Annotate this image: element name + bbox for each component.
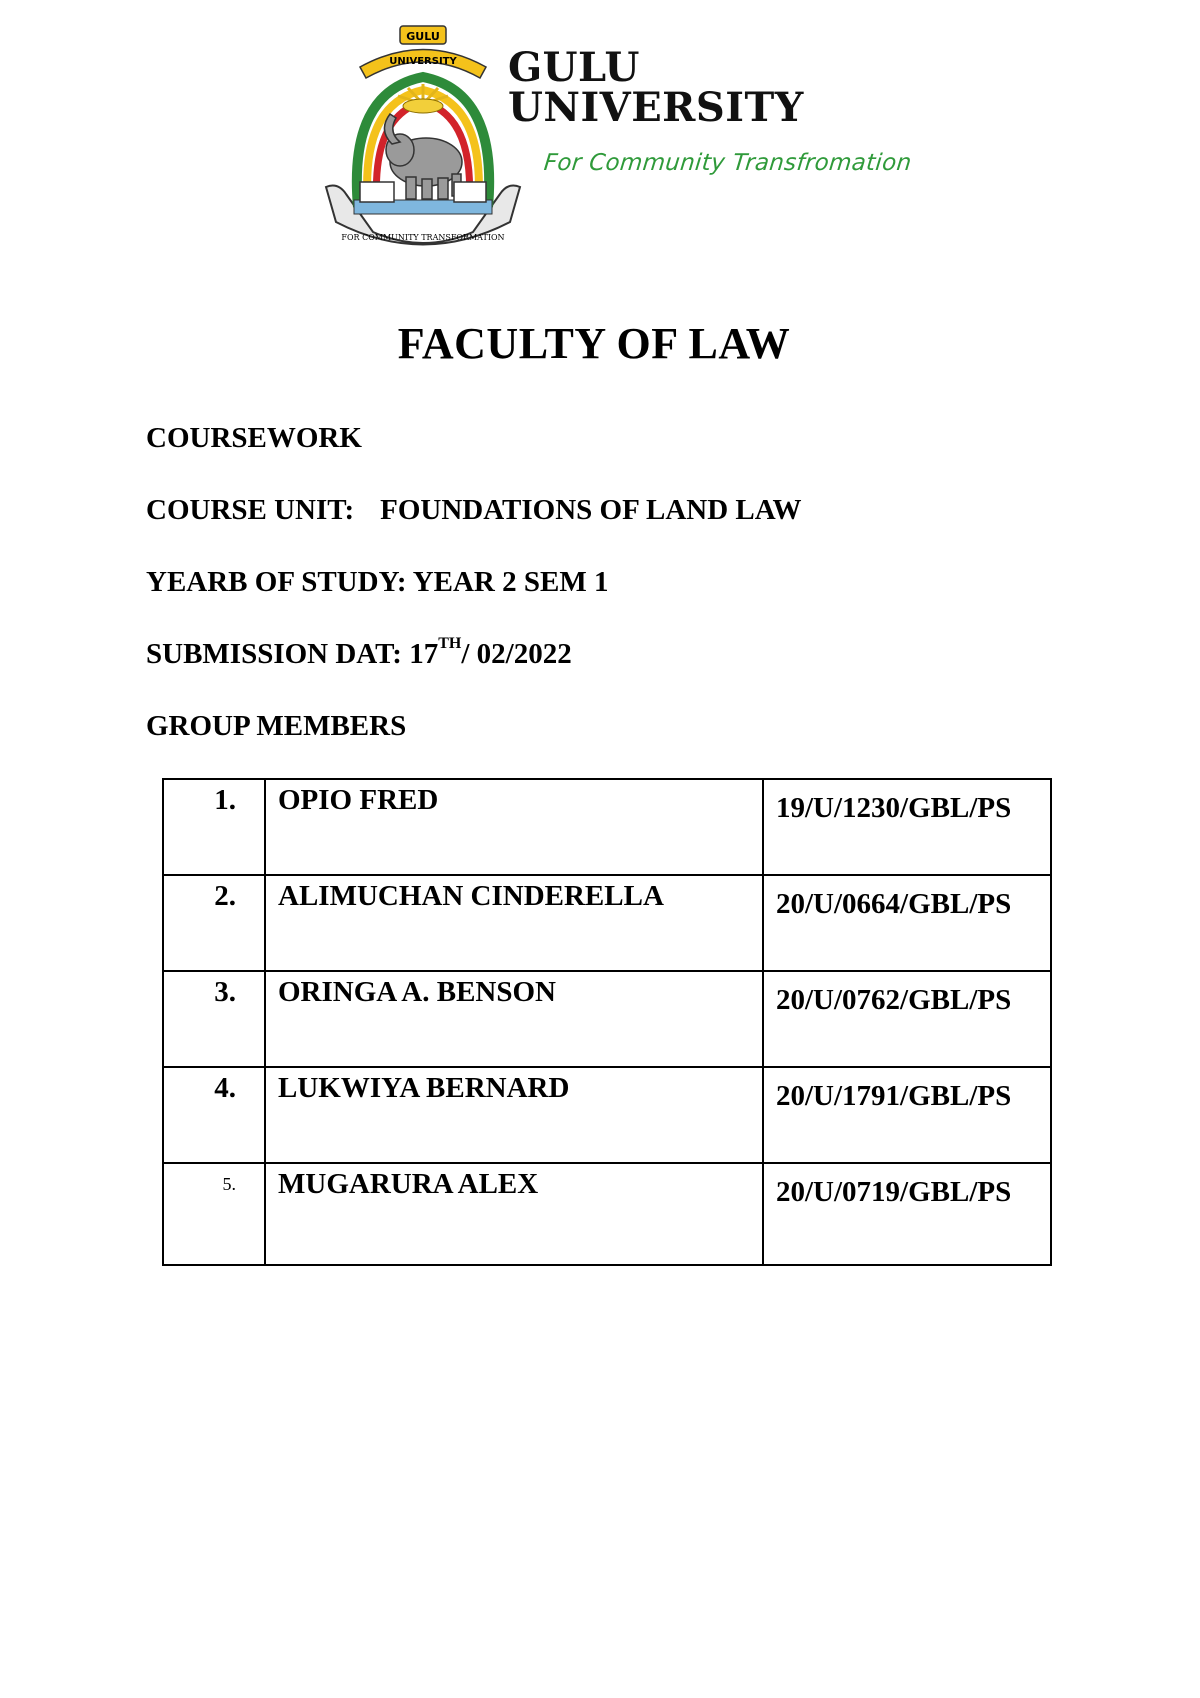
- submission-date-label: SUBMISSION DAT:: [146, 638, 402, 670]
- member-number: 3.: [163, 971, 265, 1067]
- crest-top-text: GULU: [406, 30, 440, 43]
- faculty-title: FACULTY OF LAW: [397, 319, 791, 368]
- member-reg-no: 19/U/1230/GBL/PS: [763, 779, 1051, 875]
- member-reg-no: 20/U/0719/GBL/PS: [763, 1163, 1051, 1265]
- submission-date-line: [146, 635, 572, 671]
- course-unit-value: FOUNDATIONS OF LAND LAW: [380, 494, 802, 526]
- member-reg-no: 20/U/0762/GBL/PS: [763, 971, 1051, 1067]
- year-of-study-line: [146, 566, 608, 599]
- year-of-study-label: YEARB OF STUDY:: [146, 566, 407, 598]
- university-tagline: For Community Transfromation: [542, 150, 913, 176]
- member-name: OPIO FRED: [265, 779, 763, 875]
- submission-date-rest: / 02/2022: [461, 638, 572, 670]
- submission-date-day: 17: [409, 638, 439, 670]
- group-members-label: GROUP MEMBERS: [146, 710, 407, 742]
- table-row: [163, 1163, 1051, 1265]
- member-reg-no: 20/U/0664/GBL/PS: [763, 875, 1051, 971]
- member-name: ALIMUCHAN CINDERELLA: [265, 875, 763, 971]
- member-number: 1.: [163, 779, 265, 875]
- university-wordmark: [508, 44, 913, 176]
- table-row: [163, 875, 1051, 971]
- member-name: MUGARURA ALEX: [265, 1163, 763, 1265]
- course-unit-label: COURSE UNIT:: [146, 494, 355, 526]
- member-name: LUKWIYA BERNARD: [265, 1067, 763, 1163]
- university-name-line1: GULU: [508, 44, 640, 91]
- crest-motto-text: FOR COMMUNITY TRANSFORMATION: [341, 233, 505, 242]
- table-row: [163, 779, 1051, 875]
- university-crest-logo: [318, 22, 528, 252]
- table-row: [163, 971, 1051, 1067]
- table-row: [163, 1067, 1051, 1163]
- member-number: 2.: [163, 875, 265, 971]
- member-number: 4.: [163, 1067, 265, 1163]
- year-of-study-value: YEAR 2 SEM 1: [412, 566, 609, 598]
- group-members-table: [162, 778, 1052, 1266]
- coursework-label: COURSEWORK: [146, 422, 362, 454]
- crest-banner-text: UNIVERSITY: [389, 56, 457, 67]
- member-number: 5.: [163, 1163, 265, 1265]
- university-name-line2: UNIVERSITY: [508, 84, 804, 131]
- member-name: ORINGA A. BENSON: [265, 971, 763, 1067]
- submission-date-suffix: TH: [438, 635, 462, 652]
- course-unit-line: [146, 494, 801, 527]
- member-reg-no: 20/U/1791/GBL/PS: [763, 1067, 1051, 1163]
